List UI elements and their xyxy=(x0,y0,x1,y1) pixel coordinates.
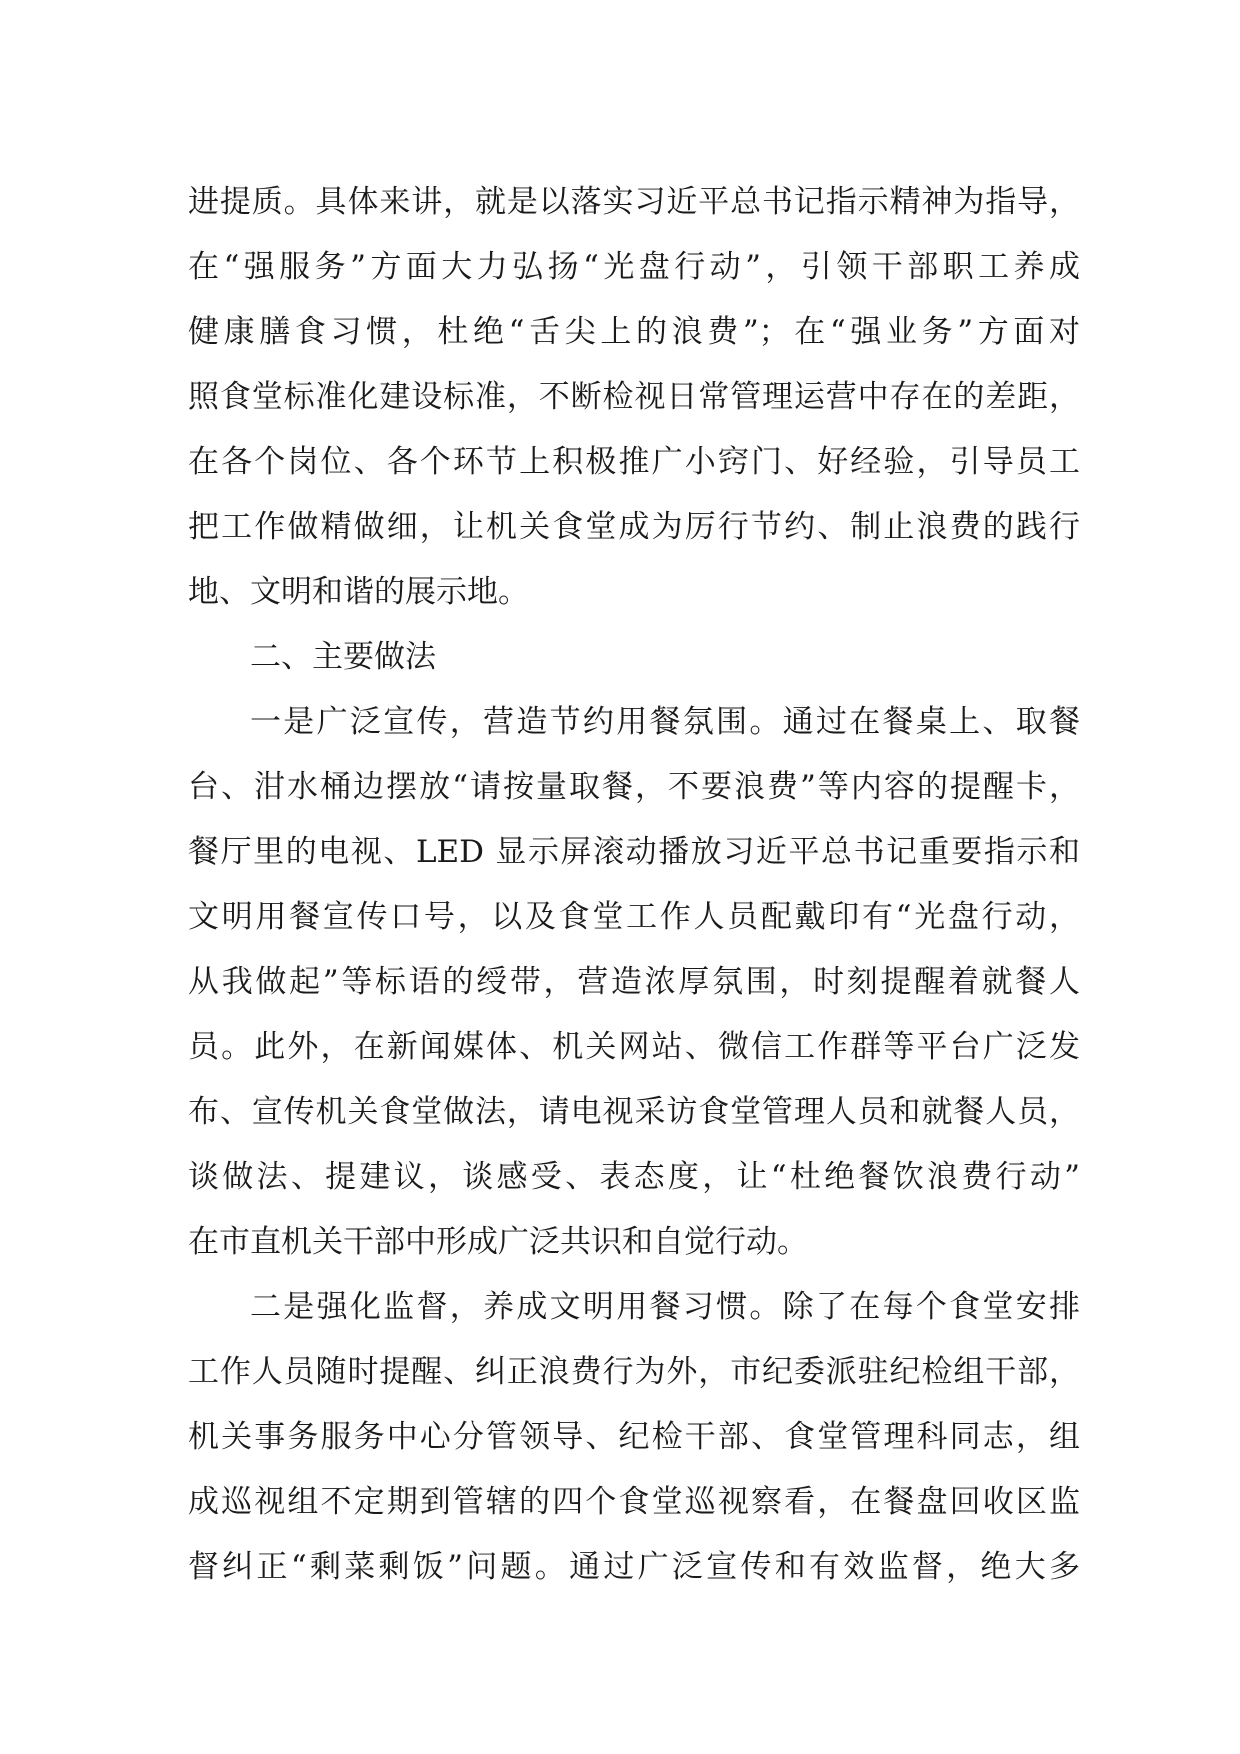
text-line: 进提质。具体来讲，就是以落实习近平总书记指示精神为指导， xyxy=(188,184,1080,220)
text-line: 餐厅里的电视、LED 显示屏滚动播放习近平总书记重要指示和 xyxy=(188,834,1080,870)
text-line: 机关事务服务中心分管领导、纪检干部、食堂管理科同志，组 xyxy=(188,1419,1080,1455)
paragraph-first-line: 二是强化监督，养成文明用餐习惯。除了在每个食堂安排 xyxy=(250,1289,1080,1325)
text-line: 布、宣传机关食堂做法，请电视采访食堂管理人员和就餐人员， xyxy=(188,1094,1080,1130)
section-heading: 二、主要做法 xyxy=(250,639,436,675)
text-line: 在市直机关干部中形成广泛共识和自觉行动。 xyxy=(188,1224,808,1260)
text-line: 督纠正“剩菜剩饭”问题。通过广泛宣传和有效监督，绝大多 xyxy=(188,1549,1080,1585)
text-line: 把工作做精做细，让机关食堂成为厉行节约、制止浪费的践行 xyxy=(188,509,1080,545)
text-line: 台、泔水桶边摆放“请按量取餐，不要浪费”等内容的提醒卡， xyxy=(188,769,1080,805)
paragraph-first-line: 一是广泛宣传，营造节约用餐氛围。通过在餐桌上、取餐 xyxy=(250,704,1080,740)
text-line: 从我做起”等标语的绶带，营造浓厚氛围，时刻提醒着就餐人 xyxy=(188,964,1080,1000)
text-line: 成巡视组不定期到管辖的四个食堂巡视察看，在餐盘回收区监 xyxy=(188,1484,1080,1520)
text-line: 照食堂标准化建设标准，不断检视日常管理运营中存在的差距， xyxy=(188,379,1080,415)
text-line: 文明用餐宣传口号，以及食堂工作人员配戴印有“光盘行动， xyxy=(188,899,1080,935)
text-line: 在“强服务”方面大力弘扬“光盘行动”，引领干部职工养成 xyxy=(188,249,1080,285)
document-body xyxy=(188,170,1080,1600)
text-line: 地、文明和谐的展示地。 xyxy=(188,574,529,610)
text-line: 在各个岗位、各个环节上积极推广小窍门、好经验，引导员工 xyxy=(188,444,1080,480)
text-line: 工作人员随时提醒、纠正浪费行为外，市纪委派驻纪检组干部， xyxy=(188,1354,1080,1390)
text-line: 谈做法、提建议，谈感受、表态度，让“杜绝餐饮浪费行动” xyxy=(188,1159,1080,1195)
text-line: 健康膳食习惯，杜绝“舌尖上的浪费”；在“强业务”方面对 xyxy=(188,314,1080,350)
text-line: 员。此外，在新闻媒体、机关网站、微信工作群等平台广泛发 xyxy=(188,1029,1080,1065)
